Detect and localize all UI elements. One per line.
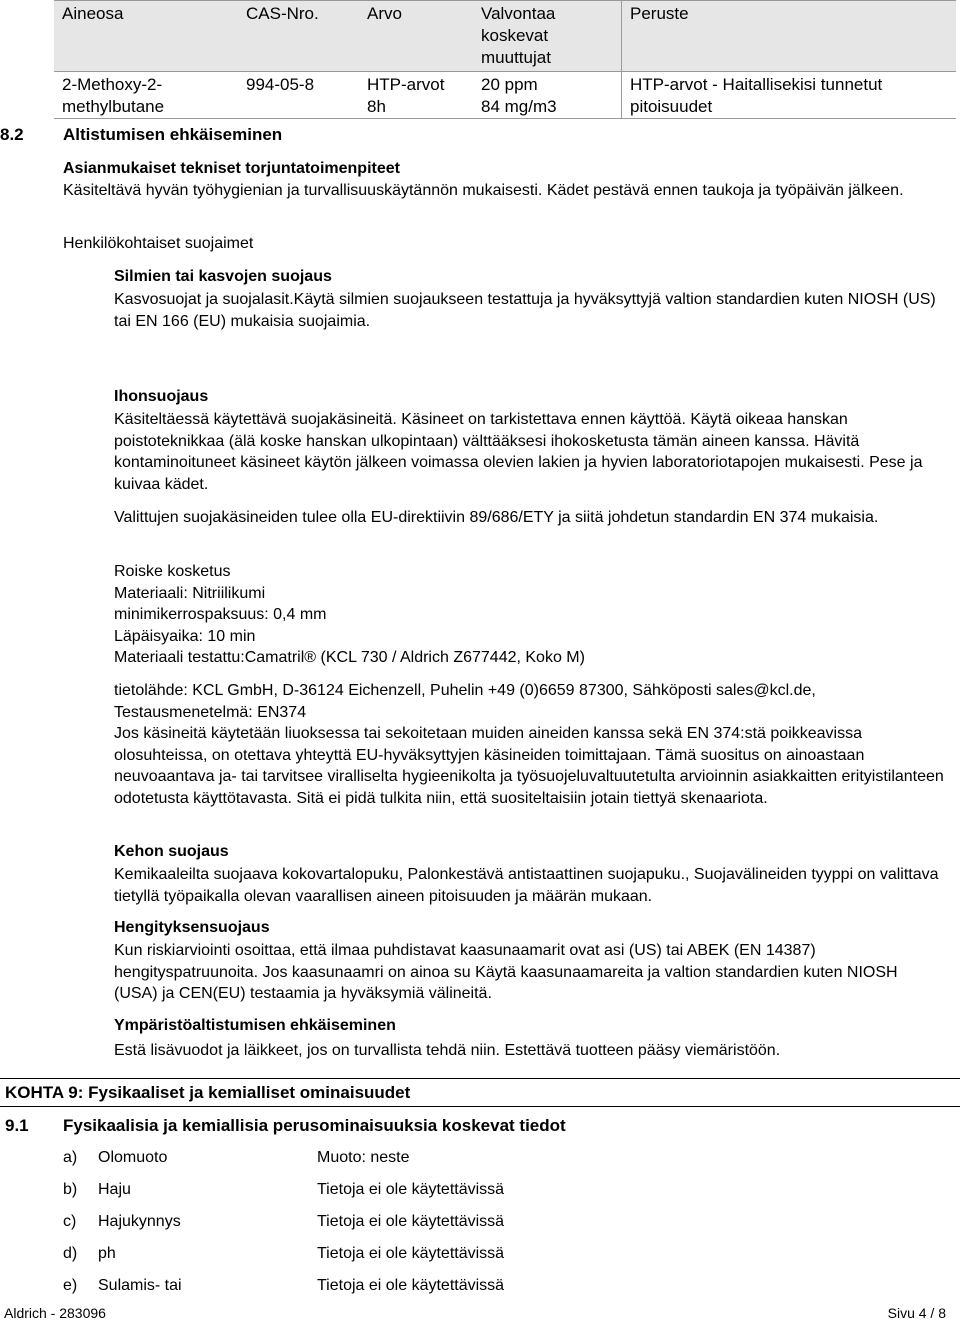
eye-protection-title: Silmien tai kasvojen suojaus bbox=[114, 268, 332, 285]
th-arvo: Arvo bbox=[359, 1, 473, 72]
cell-muuttujat bbox=[473, 72, 622, 119]
footer-page-number: Sivu 4 / 8 bbox=[887, 1305, 946, 1321]
section-title-8-2: Altistumisen ehkäiseminen bbox=[63, 125, 283, 144]
property-letter: e) bbox=[63, 1277, 78, 1294]
glove-source-text: tietolähde: KCL GmbH, D-36124 Eichenzell, Puhelin +49 (0)6659 87300, Sähköposti sales@kcl.de, Testausmenetelmä: EN374 bbox=[114, 682, 816, 721]
splash-line: Materiaali testattu:Camatril® (KCL 730 / Aldrich Z677442, Koko M) bbox=[114, 649, 585, 667]
splash-contact-block bbox=[114, 561, 944, 669]
table-header-row bbox=[54, 1, 956, 72]
property-value: Tietoja ei ole käytettävissä bbox=[317, 1245, 505, 1262]
body-protection-title: Kehon suojaus bbox=[114, 843, 229, 860]
th-muuttujat: Valvontaa koskevat muuttujat bbox=[473, 1, 622, 72]
th-aineosa: Aineosa bbox=[54, 1, 238, 72]
environmental-exposure-title: Ympäristöaltistumisen ehkäiseminen bbox=[114, 1017, 396, 1034]
subsection-number-9-1: 9.1 bbox=[5, 1116, 29, 1135]
body-protection-text: Kemikaaleilta suojaava kokovartalopuku, Palonkestävä antistaattinen suojapuku., Suojavälineiden tyyppi on valittava tietyllä työpaikalla olevan vaarallisen aineen pitoisuuden ja määrän mukaan. bbox=[114, 866, 939, 905]
splash-line: Materiaali: Nitriilikumi bbox=[114, 584, 266, 602]
property-value: Tietoja ei ole käytettävissä bbox=[317, 1181, 505, 1198]
section-divider bbox=[0, 1106, 960, 1107]
eye-protection-text: Kasvosuojat ja suojalasit.Käytä silmien suojaukseen testattuja ja hyväksyttyjä valtion standardien kuten NIOSH (US) tai EN 166 (EU) mukaisia suojaimia. bbox=[114, 291, 936, 330]
splash-line: minimikerrospaksuus: 0,4 mm bbox=[114, 606, 327, 624]
tech-controls-text: Käsiteltävä hyvän työhygienian ja turvallisuuskäytännön mukaisesti. Kädet pestävä ennen taukoja ja työpäivän jälkeen. bbox=[63, 182, 904, 199]
glove-solution-text: Jos käsineitä käytetään liuoksessa tai sekoitetaan muiden aineiden kanssa sekä EN 374:stä poikkeavissa olosuhteissa, on otettava yhteyttä EU-hyväksyttyjen käsineiden toimittajaan. Tämä suositus on ainoastaan neuvoaantava ja- tai tarvitsee viralliselta hygieenikolta ja työsuojeluvaltuutetulta arvioinnin asiakkaitten erityistilanteen odotetusta käyttötavasta. Sitä ei pidä tulkita niin, että suositeltaisiin jotain tiettyä skenaariota. bbox=[114, 725, 944, 807]
property-letter: b) bbox=[63, 1181, 78, 1198]
property-value: Tietoja ei ole käytettävissä bbox=[317, 1213, 505, 1230]
property-name: Hajukynnys bbox=[98, 1213, 181, 1230]
th-cas: CAS-Nro. bbox=[238, 1, 359, 72]
property-value: Muoto: neste bbox=[317, 1149, 410, 1166]
tech-controls-title: Asianmukaiset tekniset torjuntatoimenpiteet bbox=[63, 160, 400, 177]
property-name: Olomuoto bbox=[98, 1149, 168, 1166]
property-name: Haju bbox=[98, 1181, 131, 1198]
subsection-title-9-1: Fysikaalisia ja kemiallisia perusominaisuuksia koskevat tiedot bbox=[63, 1116, 566, 1135]
cell-muuttujat-ppm: 20 ppm bbox=[481, 75, 538, 94]
skin-protection-text-2: Valittujen suojakäsineiden tulee olla EU-direktiivin 89/686/ETY ja siitä johdetun standardin EN 374 mukaisia. bbox=[114, 509, 879, 526]
property-name: Sulamis- tai bbox=[98, 1277, 182, 1294]
splash-line: Roiske kosketus bbox=[114, 563, 231, 580]
skin-protection-text: Käsiteltäessä käytettävä suojakäsineitä. Käsineet on tarkistettava ennen käyttöä. Käytä oikeaa hanskan poistoteknikkaa (älä koske hanskan ulkopintaan) välttääksesi ihokosketusta tämän aineen kanssa. Hävitä kontaminoituneet käsineet käytön jälkeen voimassa olevien lakien ja hyvien laboratoriotapojen mukaisesti. Pese ja kuivaa kädet. bbox=[114, 411, 923, 493]
respiratory-protection-title: Hengityksensuojaus bbox=[114, 919, 270, 936]
property-name: ph bbox=[98, 1245, 116, 1262]
property-letter: c) bbox=[63, 1213, 77, 1230]
cell-peruste: HTP-arvot - Haitallisekisi tunnetut pitoisuudet bbox=[622, 72, 957, 119]
section-9-title: KOHTA 9: Fysikaaliset ja kemialliset ominaisuudet bbox=[5, 1083, 411, 1102]
property-letter: d) bbox=[63, 1245, 78, 1262]
cell-aineosa: 2-Methoxy-2-methylbutane bbox=[54, 72, 238, 119]
exposure-limits-table bbox=[54, 0, 956, 119]
th-peruste: Peruste bbox=[622, 1, 957, 72]
personal-protection-title: Henkilökohtaiset suojaimet bbox=[63, 235, 254, 252]
section-number-8-2: 8.2 bbox=[0, 125, 24, 144]
skin-protection-title: Ihonsuojaus bbox=[114, 388, 209, 405]
cell-cas: 994-05-8 bbox=[238, 72, 359, 119]
cell-arvo: HTP-arvot 8h bbox=[359, 72, 473, 119]
property-value: Tietoja ei ole käytettävissä bbox=[317, 1277, 505, 1294]
splash-line: Läpäisyaika: 10 min bbox=[114, 627, 256, 645]
property-letter: a) bbox=[63, 1149, 78, 1166]
environmental-exposure-text: Estä lisävuodot ja läikkeet, jos on turvallista tehdä niin. Estettävä tuotteen pääsy viemäristöön. bbox=[114, 1042, 781, 1059]
section-divider bbox=[0, 1078, 960, 1079]
respiratory-protection-text: Kun riskiarviointi osoittaa, että ilmaa puhdistavat kaasunaamarit ovat asi (US) tai ABEK (EN 14387) hengityspatruunoita. Jos kaasunaamri on ainoa su Käytä kaasunaamareita ja valtion standardien kuten NIOSH (USA) ja CEN(EU) testaamia ja hyväksymiä välineitä. bbox=[114, 942, 898, 1003]
cell-muuttujat-mg: 84 mg/m3 bbox=[481, 97, 557, 116]
footer-product-code: Aldrich - 283096 bbox=[4, 1305, 106, 1321]
table-row bbox=[54, 72, 956, 119]
